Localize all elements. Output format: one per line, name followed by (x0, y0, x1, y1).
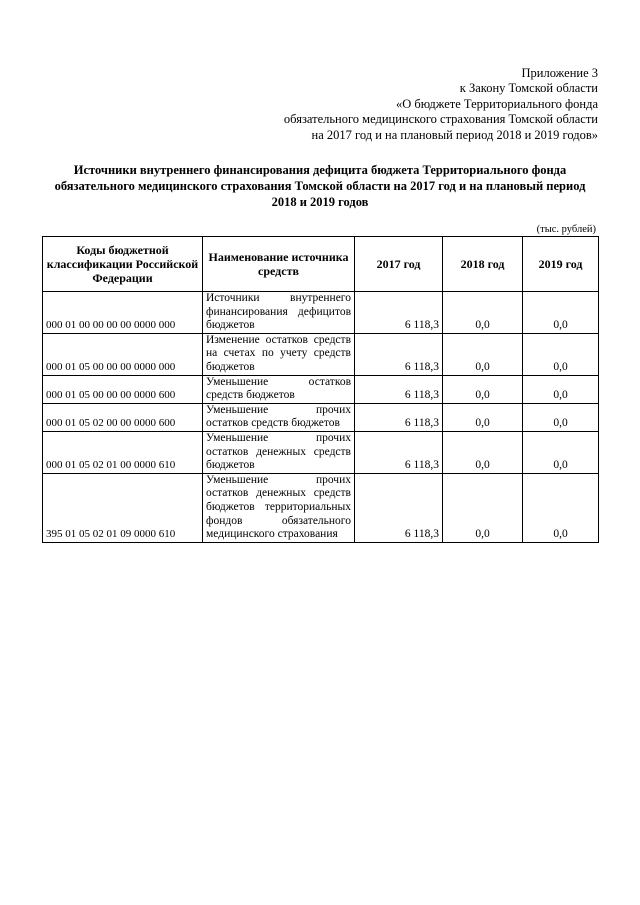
row-code: 000 01 05 02 01 00 0000 610 (43, 431, 203, 473)
row-code: 000 01 05 00 00 00 0000 600 (43, 375, 203, 403)
appendix-line: на 2017 год и на плановый период 2018 и 2019 годов» (311, 127, 598, 142)
row-value-2017: 6 118,3 (355, 473, 443, 542)
table-row (43, 333, 599, 375)
row-value-2019: 0,0 (523, 473, 599, 542)
units-label: (тыс. рублей) (536, 224, 596, 235)
header-2017: 2017 год (355, 237, 443, 292)
row-value-2019: 0,0 (523, 375, 599, 403)
row-name: Изменение остатков средств на счетах по учету средств бюджетов (203, 333, 355, 375)
row-name: Уменьшение прочих остатков денежных средств бюджетов (203, 431, 355, 473)
row-value-2018: 0,0 (443, 292, 523, 334)
appendix-line: Приложение 3 (521, 66, 598, 80)
row-code: 000 01 05 02 00 00 0000 600 (43, 403, 203, 431)
table-row (43, 473, 599, 542)
budget-sources-table (42, 236, 599, 543)
table-row (43, 375, 599, 403)
appendix-line: к Закону Томской области (459, 81, 598, 96)
row-value-2017: 6 118,3 (355, 431, 443, 473)
appendix-line: обязательного медицинского страхования Томской области (283, 112, 598, 127)
document-title: Источники внутреннего финансирования дефицита бюджета Территориального фонда обязательного медицинского страхования Томской области на 2017 год и на плановый период 2018 и 2019 годов (54, 163, 586, 209)
appendix-header (284, 66, 598, 143)
table-row (43, 403, 599, 431)
row-value-2018: 0,0 (443, 375, 523, 403)
row-name: Уменьшение прочих остатков средств бюджетов (203, 403, 355, 431)
row-code: 000 01 05 00 00 00 0000 000 (43, 333, 203, 375)
row-code: 000 01 00 00 00 00 0000 000 (43, 292, 203, 334)
row-code: 395 01 05 02 01 09 0000 610 (43, 473, 203, 542)
row-value-2017: 6 118,3 (355, 333, 443, 375)
row-value-2017: 6 118,3 (355, 375, 443, 403)
row-value-2019: 0,0 (523, 292, 599, 334)
row-name: Уменьшение прочих остатков денежных средств бюджетов территориальных фондов обязательного медицинского страхования (203, 473, 355, 542)
row-value-2018: 0,0 (443, 473, 523, 542)
row-value-2017: 6 118,3 (355, 403, 443, 431)
header-2018: 2018 год (443, 237, 523, 292)
row-value-2018: 0,0 (443, 333, 523, 375)
row-value-2018: 0,0 (443, 431, 523, 473)
header-2019: 2019 год (523, 237, 599, 292)
row-value-2019: 0,0 (523, 333, 599, 375)
table-row (43, 431, 599, 473)
appendix-line: «О бюджете Территориального фонда (395, 96, 598, 111)
row-value-2017: 6 118,3 (355, 292, 443, 334)
row-value-2019: 0,0 (523, 403, 599, 431)
header-name: Наименование источника средств (203, 237, 355, 292)
row-value-2019: 0,0 (523, 431, 599, 473)
table-header-row (43, 237, 599, 292)
row-value-2018: 0,0 (443, 403, 523, 431)
header-code: Коды бюджетной классификации Российской Федерации (43, 237, 203, 292)
table-row (43, 292, 599, 334)
row-name: Источники внутреннего финансирования дефицитов бюджетов (203, 292, 355, 334)
row-name: Уменьшение остатков средств бюджетов (203, 375, 355, 403)
